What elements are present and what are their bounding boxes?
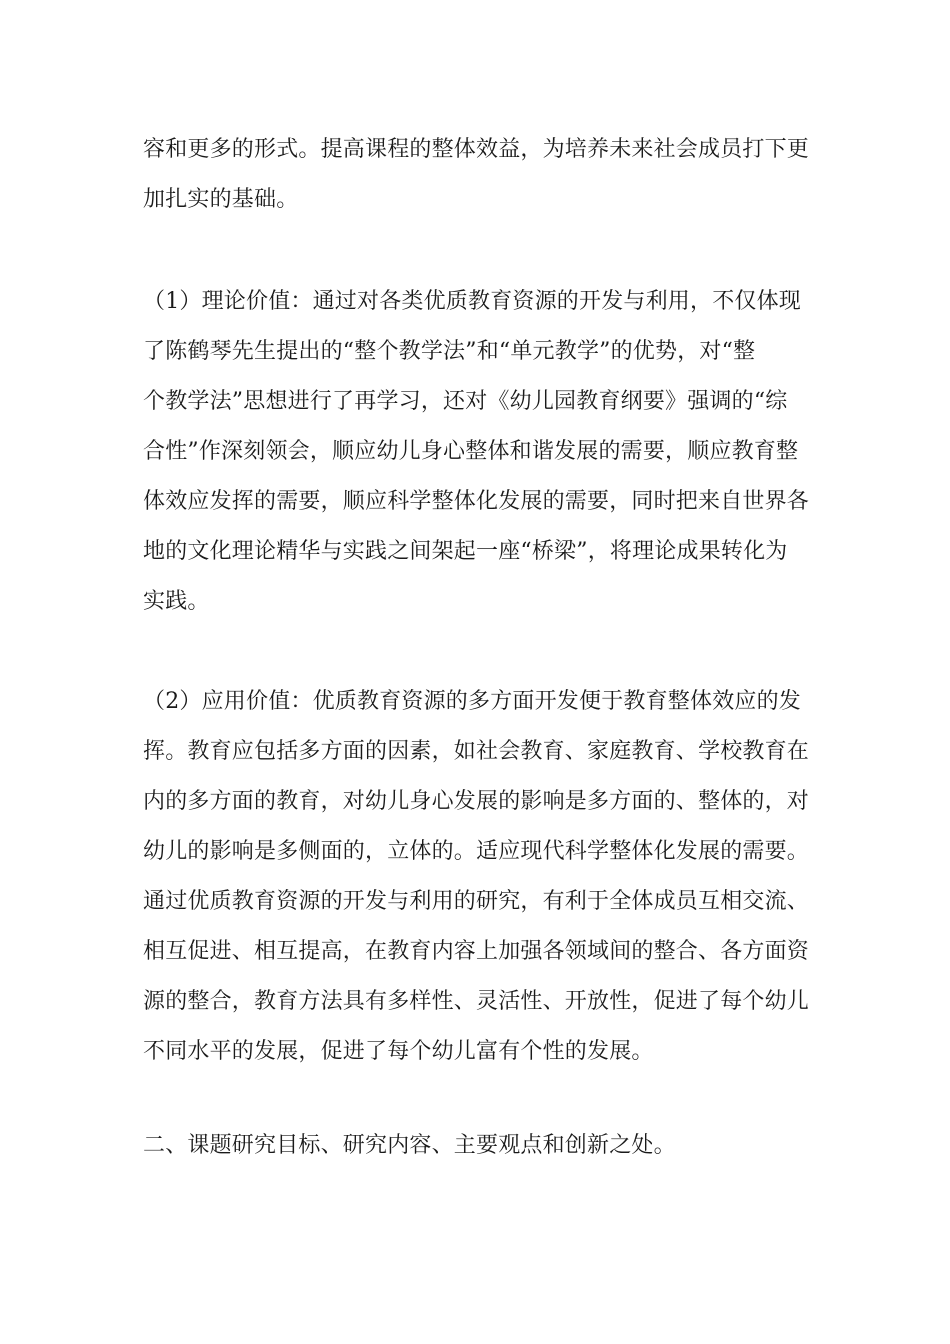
application-value-line-5: 通过优质教育资源的开发与利用的研究，有利于全体成员互相交流、 [143, 889, 810, 914]
application-value-line-1: （2）应用价值：优质教育资源的多方面开发便于教育整体效应的发 [143, 689, 801, 714]
application-value-line-4: 幼儿的影响是多侧面的，立体的。适应现代科学整体化发展的需要。 [143, 839, 810, 864]
theory-value-line-6: 地的文化理论精华与实践之间架起一座“桥梁”，将理论成果转化为 [143, 539, 788, 564]
theory-value-line-2: 了陈鹤琴先生提出的“整个教学法”和“单元教学”的优势，对“整 [143, 339, 756, 364]
theory-value-line-5: 体效应发挥的需要，顺应科学整体化发展的需要，同时把来自世界各 [143, 489, 810, 514]
theory-value-line-7: 实践。 [143, 589, 210, 614]
application-value-line-2: 挥。教育应包括多方面的因素，如社会教育、家庭教育、学校教育在 [143, 739, 810, 764]
application-value-line-8: 不同水平的发展，促进了每个幼儿富有个性的发展。 [143, 1039, 654, 1064]
intro-line-2: 加扎实的基础。 [143, 187, 299, 212]
theory-value-line-3: 个教学法”思想进行了再学习，还对《幼儿园教育纲要》强调的“综 [143, 389, 788, 414]
section-heading: 二、课题研究目标、研究内容、主要观点和创新之处。 [143, 1133, 676, 1158]
application-value-line-6: 相互促进、相互提高，在教育内容上加强各领域间的整合、各方面资 [143, 939, 810, 964]
theory-value-line-1: （1）理论价值：通过对各类优质教育资源的开发与利用，不仅体现 [143, 289, 801, 314]
intro-line-1: 容和更多的形式。提高课程的整体效益，为培养未来社会成员打下更 [143, 137, 810, 162]
application-value-line-7: 源的整合，教育方法具有多样性、灵活性、开放性，促进了每个幼儿 [143, 989, 810, 1014]
application-value-line-3: 内的多方面的教育，对幼儿身心发展的影响是多方面的、整体的，对 [143, 789, 810, 814]
theory-value-line-4: 合性”作深刻领会，顺应幼儿身心整体和谐发展的需要，顺应教育整 [143, 439, 799, 464]
